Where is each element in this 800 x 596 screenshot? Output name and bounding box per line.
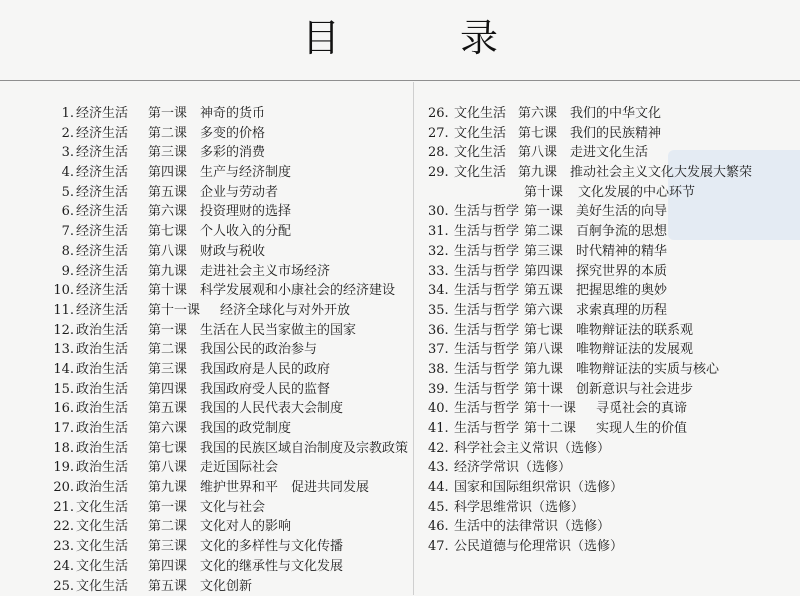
entry-number: 25.	[28, 577, 76, 596]
entry-title: 文化与社会	[200, 498, 265, 518]
entry-lesson: 第三课	[524, 242, 576, 262]
entry-subject: 政治生活	[76, 399, 148, 419]
entry-number: 27.	[428, 124, 454, 144]
entry-lesson: 第四课	[148, 557, 200, 577]
entry-title: 企业与劳动者	[200, 183, 278, 203]
entry-number: 44.	[428, 478, 454, 498]
entry-subject: 生活与哲学	[454, 202, 524, 222]
entry-subject: 生活与哲学	[454, 301, 524, 321]
entry-subject: 政治生活	[76, 458, 148, 478]
entry-lesson: 第十课	[524, 183, 578, 203]
entry-number: 45.	[428, 498, 454, 518]
entry-lesson: 第四课	[148, 380, 200, 400]
entry-subject: 政治生活	[76, 380, 148, 400]
toc-column-left	[28, 104, 408, 596]
entry-lesson: 第四课	[524, 262, 576, 282]
entry-title: 把握思维的奥妙	[576, 281, 667, 301]
entry-lesson: 第五课	[524, 281, 576, 301]
entry-number: 5.	[28, 183, 76, 203]
entry-lesson: 第五课	[148, 577, 200, 596]
entry-number: 15.	[28, 380, 76, 400]
entry-number: 9.	[28, 262, 76, 282]
entry-number: 26.	[428, 104, 454, 124]
entry-lesson: 第九课	[524, 360, 576, 380]
entry-subject: 经济生活	[76, 143, 148, 163]
entry-subject: 文化生活	[76, 557, 148, 577]
entry-number: 23.	[28, 537, 76, 557]
toc-entry[interactable]	[28, 163, 408, 183]
entry-number: 14.	[28, 360, 76, 380]
toc-entry[interactable]	[428, 281, 752, 301]
entry-number: 37.	[428, 340, 454, 360]
entry-subject: 经济生活	[76, 262, 148, 282]
toc-column-right	[428, 104, 752, 557]
entry-title: 走进文化生活	[570, 143, 648, 163]
page-title: 目 录	[0, 10, 800, 66]
entry-number: 21.	[28, 498, 76, 518]
entry-title: 多彩的消费	[200, 143, 265, 163]
entry-number: 34.	[428, 281, 454, 301]
entry-number: 39.	[428, 380, 454, 400]
entry-title: 走近国际社会	[200, 458, 278, 478]
entry-title: 文化对人的影响	[200, 517, 291, 537]
entry-lesson: 第十一课	[148, 301, 220, 321]
toc-entry[interactable]	[428, 124, 752, 144]
entry-lesson: 第七课	[148, 439, 200, 459]
toc-entry[interactable]	[28, 419, 408, 439]
toc-entry[interactable]	[28, 262, 408, 282]
entry-number: 36.	[428, 321, 454, 341]
entry-number: 46.	[428, 517, 454, 537]
entry-subject: 经济生活	[76, 183, 148, 203]
entry-number: 28.	[428, 143, 454, 163]
toc-entry[interactable]	[28, 143, 408, 163]
entry-number: 4.	[28, 163, 76, 183]
toc-entry[interactable]	[28, 399, 408, 419]
entry-title: 实现人生的价值	[596, 419, 687, 439]
entry-title: 唯物辩证法的联系观	[576, 321, 693, 341]
entry-title: 唯物辩证法的实质与核心	[576, 360, 719, 380]
entry-lesson: 第九课	[518, 163, 570, 183]
entry-number: 6.	[28, 202, 76, 222]
entry-title: 创新意识与社会进步	[576, 380, 693, 400]
entry-number: 30.	[428, 202, 454, 222]
entry-subject: 经济生活	[76, 301, 148, 321]
entry-title: 国家和国际组织常识（选修）	[454, 478, 623, 498]
toc-entry[interactable]	[428, 163, 752, 183]
entry-title: 个人收入的分配	[200, 222, 291, 242]
entry-title: 财政与税收	[200, 242, 265, 262]
entry-lesson: 第六课	[524, 301, 576, 321]
entry-subject: 生活与哲学	[454, 281, 524, 301]
entry-title: 多变的价格	[200, 124, 265, 144]
entry-lesson: 第八课	[524, 340, 576, 360]
toc-entry[interactable]	[428, 439, 752, 459]
toc-entry[interactable]	[428, 498, 752, 518]
entry-number: 40.	[428, 399, 454, 419]
entry-title: 经济全球化与对外开放	[220, 301, 350, 321]
entry-number: 38.	[428, 360, 454, 380]
entry-subject: 生活与哲学	[454, 340, 524, 360]
toc-entry[interactable]	[28, 557, 408, 577]
toc-entry[interactable]	[428, 340, 752, 360]
toc-entry[interactable]	[428, 202, 752, 222]
toc-entry[interactable]	[428, 380, 752, 400]
toc-entry[interactable]	[428, 360, 752, 380]
entry-subject: 生活与哲学	[454, 321, 524, 341]
toc-entry[interactable]	[428, 222, 752, 242]
entry-subject: 生活与哲学	[454, 242, 524, 262]
entry-title: 文化的继承性与文化发展	[200, 557, 343, 577]
entry-subject: 生活与哲学	[454, 399, 524, 419]
entry-subject: 政治生活	[76, 360, 148, 380]
entry-subject: 经济生活	[76, 104, 148, 124]
entry-subject: 经济生活	[76, 281, 148, 301]
entry-title: 文化创新	[200, 577, 252, 596]
entry-number: 29.	[428, 163, 454, 183]
entry-subject: 生活与哲学	[454, 380, 524, 400]
toc-entry[interactable]	[428, 104, 752, 124]
entry-subject: 文化生活	[76, 537, 148, 557]
entry-lesson: 第五课	[148, 399, 200, 419]
toc-entry[interactable]	[28, 183, 408, 203]
toc-entry[interactable]	[28, 301, 408, 321]
entry-title: 我们的中华文化	[570, 104, 661, 124]
toc-entry[interactable]	[428, 262, 752, 282]
entry-title: 寻觅社会的真谛	[596, 399, 687, 419]
entry-subject: 经济生活	[76, 163, 148, 183]
entry-title: 科学社会主义常识（选修）	[454, 439, 610, 459]
entry-number: 10.	[28, 281, 76, 301]
entry-number: 1.	[28, 104, 76, 124]
entry-lesson: 第八课	[148, 242, 200, 262]
toc-entry[interactable]	[28, 498, 408, 518]
toc-entry[interactable]	[28, 478, 408, 498]
entry-title: 时代精神的精华	[576, 242, 667, 262]
entry-title: 推动社会主义文化大发展大繁荣	[570, 163, 752, 183]
entry-lesson: 第三课	[148, 360, 200, 380]
entry-lesson: 第三课	[148, 537, 200, 557]
entry-title: 走进社会主义市场经济	[200, 262, 330, 282]
entry-number: 31.	[428, 222, 454, 242]
entry-number: 17.	[28, 419, 76, 439]
toc-entry[interactable]	[28, 517, 408, 537]
entry-number: 19.	[28, 458, 76, 478]
entry-number: 8.	[28, 242, 76, 262]
entry-number: 22.	[28, 517, 76, 537]
entry-number: 11.	[28, 301, 76, 321]
toc-entry[interactable]	[428, 321, 752, 341]
entry-subject: 政治生活	[76, 321, 148, 341]
entry-lesson: 第六课	[148, 419, 200, 439]
entry-title: 生产与经济制度	[200, 163, 291, 183]
entry-title: 唯物辩证法的发展观	[576, 340, 693, 360]
toc-entry[interactable]	[428, 143, 752, 163]
entry-subject: 文化生活	[76, 498, 148, 518]
entry-subject: 经济生活	[76, 202, 148, 222]
toc-entry[interactable]	[428, 478, 752, 498]
toc-entry[interactable]	[28, 439, 408, 459]
entry-number: 24.	[28, 557, 76, 577]
entry-subject: 政治生活	[76, 478, 148, 498]
toc-entry[interactable]	[28, 222, 408, 242]
title-rule	[0, 80, 800, 81]
entry-subject: 生活与哲学	[454, 262, 524, 282]
entry-subject: 经济生活	[76, 242, 148, 262]
entry-lesson: 第十一课	[524, 399, 596, 419]
entry-title: 我们的民族精神	[570, 124, 661, 144]
entry-lesson: 第二课	[148, 124, 200, 144]
toc-entry[interactable]	[428, 242, 752, 262]
entry-title: 我国的人民代表大会制度	[200, 399, 343, 419]
entry-title: 公民道德与伦理常识（选修）	[454, 537, 623, 557]
entry-lesson: 第七课	[524, 321, 576, 341]
toc-entry[interactable]	[428, 301, 752, 321]
entry-title: 我国公民的政治参与	[200, 340, 317, 360]
entry-number: 18.	[28, 439, 76, 459]
entry-lesson: 第一课	[148, 498, 200, 518]
entry-lesson: 第十课	[148, 281, 200, 301]
entry-subject: 政治生活	[76, 439, 148, 459]
entry-number: 41.	[428, 419, 454, 439]
toc-entry[interactable]	[428, 537, 752, 557]
entry-lesson: 第五课	[148, 183, 200, 203]
entry-title: 百舸争流的思想	[576, 222, 667, 242]
entry-number: 33.	[428, 262, 454, 282]
entry-number: 13.	[28, 340, 76, 360]
entry-lesson: 第八课	[518, 143, 570, 163]
entry-title: 我国的政党制度	[200, 419, 291, 439]
entry-number: 12.	[28, 321, 76, 341]
entry-number: 16.	[28, 399, 76, 419]
entry-number: 2.	[28, 124, 76, 144]
toc-entry[interactable]	[28, 537, 408, 557]
entry-title: 探究世界的本质	[576, 262, 667, 282]
entry-subject: 生活与哲学	[454, 222, 524, 242]
entry-subject: 生活与哲学	[454, 419, 524, 439]
entry-title: 神奇的货币	[200, 104, 265, 124]
entry-title: 求索真理的历程	[576, 301, 667, 321]
toc-entry[interactable]	[28, 242, 408, 262]
entry-title: 美好生活的向导	[576, 202, 667, 222]
toc-entry[interactable]	[28, 458, 408, 478]
entry-number: 7.	[28, 222, 76, 242]
entry-lesson: 第一课	[148, 321, 200, 341]
toc-entry[interactable]	[428, 183, 752, 203]
column-divider	[413, 82, 414, 595]
toc-entry[interactable]	[428, 458, 752, 478]
entry-number: 42.	[428, 439, 454, 459]
entry-lesson: 第八课	[148, 458, 200, 478]
entry-title: 维护世界和平 促进共同发展	[200, 478, 369, 498]
entry-title: 生活中的法律常识（选修）	[454, 517, 610, 537]
entry-subject: 文化生活	[76, 517, 148, 537]
toc-entry[interactable]	[28, 577, 408, 596]
entry-lesson: 第七课	[148, 222, 200, 242]
entry-subject: 文化生活	[454, 163, 518, 183]
entry-title: 科学发展观和小康社会的经济建设	[200, 281, 395, 301]
entry-subject: 经济生活	[76, 124, 148, 144]
entry-subject: 文化生活	[454, 104, 518, 124]
entry-title: 生活在人民当家做主的国家	[200, 321, 356, 341]
entry-title: 文化发展的中心环节	[578, 183, 695, 203]
entry-lesson: 第九课	[148, 262, 200, 282]
entry-lesson: 第六课	[148, 202, 200, 222]
entry-subject: 经济生活	[76, 222, 148, 242]
entry-lesson: 第一课	[148, 104, 200, 124]
entry-number: 32.	[428, 242, 454, 262]
entry-lesson: 第二课	[148, 340, 200, 360]
entry-number: 35.	[428, 301, 454, 321]
entry-subject: 政治生活	[76, 419, 148, 439]
toc-entry[interactable]	[28, 124, 408, 144]
toc-entry[interactable]	[28, 202, 408, 222]
entry-lesson: 第三课	[148, 143, 200, 163]
entry-number: 20.	[28, 478, 76, 498]
entry-lesson: 第二课	[148, 517, 200, 537]
entry-lesson: 第九课	[148, 478, 200, 498]
entry-title: 经济学常识（选修）	[454, 458, 571, 478]
toc-entry[interactable]	[428, 517, 752, 537]
entry-number: 47.	[428, 537, 454, 557]
toc-entry[interactable]	[28, 380, 408, 400]
entry-title: 文化的多样性与文化传播	[200, 537, 343, 557]
toc-entry[interactable]	[28, 281, 408, 301]
entry-subject: 文化生活	[454, 124, 518, 144]
toc-entry[interactable]	[428, 399, 752, 419]
toc-entry[interactable]	[28, 321, 408, 341]
entry-subject: 生活与哲学	[454, 360, 524, 380]
entry-lesson: 第十二课	[524, 419, 596, 439]
toc-entry[interactable]	[28, 104, 408, 124]
entry-lesson: 第六课	[518, 104, 570, 124]
entry-number: 43.	[428, 458, 454, 478]
entry-lesson: 第七课	[518, 124, 570, 144]
entry-subject: 文化生活	[454, 143, 518, 163]
toc-entry[interactable]	[28, 360, 408, 380]
entry-title: 我国政府受人民的监督	[200, 380, 330, 400]
entry-lesson: 第十课	[524, 380, 576, 400]
entry-lesson: 第二课	[524, 222, 576, 242]
entry-title: 投资理财的选择	[200, 202, 291, 222]
toc-entry[interactable]	[428, 419, 752, 439]
entry-title: 科学思维常识（选修）	[454, 498, 584, 518]
entry-subject: 政治生活	[76, 340, 148, 360]
entry-number: 3.	[28, 143, 76, 163]
entry-lesson: 第一课	[524, 202, 576, 222]
entry-lesson: 第四课	[148, 163, 200, 183]
entry-title: 我国的民族区域自治制度及宗教政策	[200, 439, 408, 459]
entry-subject: 文化生活	[76, 577, 148, 596]
entry-title: 我国政府是人民的政府	[200, 360, 330, 380]
toc-entry[interactable]	[28, 340, 408, 360]
